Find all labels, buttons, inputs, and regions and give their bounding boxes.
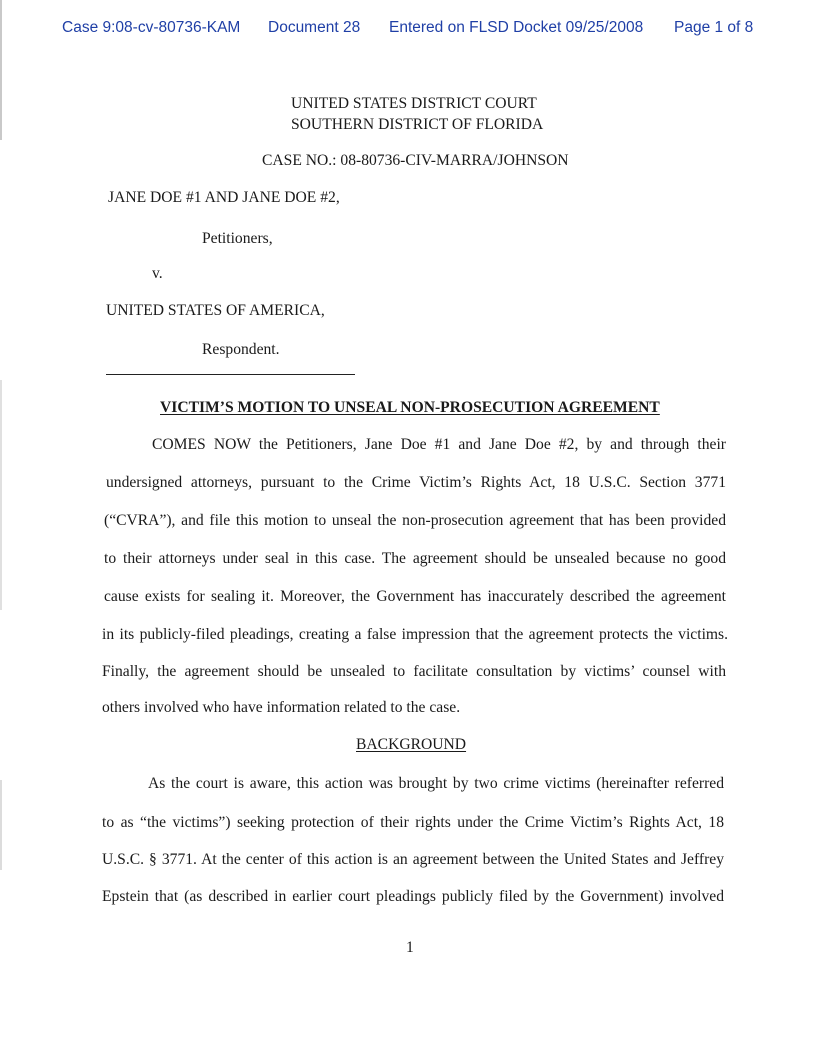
intro-line: COMES NOW the Petitioners, Jane Doe #1 and Jane Doe #2, by and through their: [152, 436, 726, 453]
background-heading: BACKGROUND: [356, 736, 467, 753]
court-district: SOUTHERN DISTRICT OF FLORIDA: [291, 116, 544, 133]
background-line: to as “the victims”) seeking protection of their rights under the Crime Victim’s Rights Act, 18: [102, 814, 724, 831]
intro-line: to their attorneys under seal in this case. The agreement should be unsealed because no good: [104, 550, 726, 567]
background-line: U.S.C. § 3771. At the center of this action is an agreement between the United States and Jeffrey: [102, 851, 724, 868]
header-case-number: Case 9:08-cv-80736-KAM: [62, 19, 241, 36]
intro-line: undersigned attorneys, pursuant to the Crime Victim’s Rights Act, 18 U.S.C. Section 3771: [106, 474, 726, 491]
intro-line: in its publicly-filed pleadings, creating a false impression that the agreement protects the victims.: [102, 626, 728, 643]
background-paragraph: [104, 0, 726, 920]
scan-edge: [0, 0, 3, 1054]
background-line: As the court is aware, this action was brought by two crime victims (hereinafter referred: [148, 775, 724, 792]
petitioners-role: Petitioners,: [202, 230, 273, 247]
respondent-name: UNITED STATES OF AMERICA,: [106, 302, 325, 319]
intro-line: others involved who have information related to the case.: [102, 699, 461, 716]
court-name: UNITED STATES DISTRICT COURT: [291, 95, 537, 112]
case-number: CASE NO.: 08-80736-CIV-MARRA/JOHNSON: [262, 152, 569, 169]
page-number: 1: [406, 939, 414, 956]
motion-title: VICTIM’S MOTION TO UNSEAL NON-PROSECUTION AGREEMENT: [160, 399, 660, 416]
versus-label: v.: [152, 265, 163, 282]
background-line: Epstein that (as described in earlier court pleadings publicly filed by the Government) involved: [102, 888, 724, 905]
respondent-role: Respondent.: [202, 341, 280, 358]
intro-line: cause exists for sealing it. Moreover, the Government has inaccurately described the agreement: [104, 588, 726, 605]
intro-line: (“CVRA”), and file this motion to unseal the non-prosecution agreement that has been provided: [104, 512, 726, 529]
header-docket-entry: Entered on FLSD Docket 09/25/2008: [389, 19, 644, 36]
header-document-number: Document 28: [268, 19, 361, 36]
header-page-count: Page 1 of 8: [674, 19, 754, 36]
intro-line: Finally, the agreement should be unsealed to facilitate consultation by victims’ counsel with: [102, 663, 726, 680]
petitioners-names: JANE DOE #1 AND JANE DOE #2,: [108, 189, 340, 206]
